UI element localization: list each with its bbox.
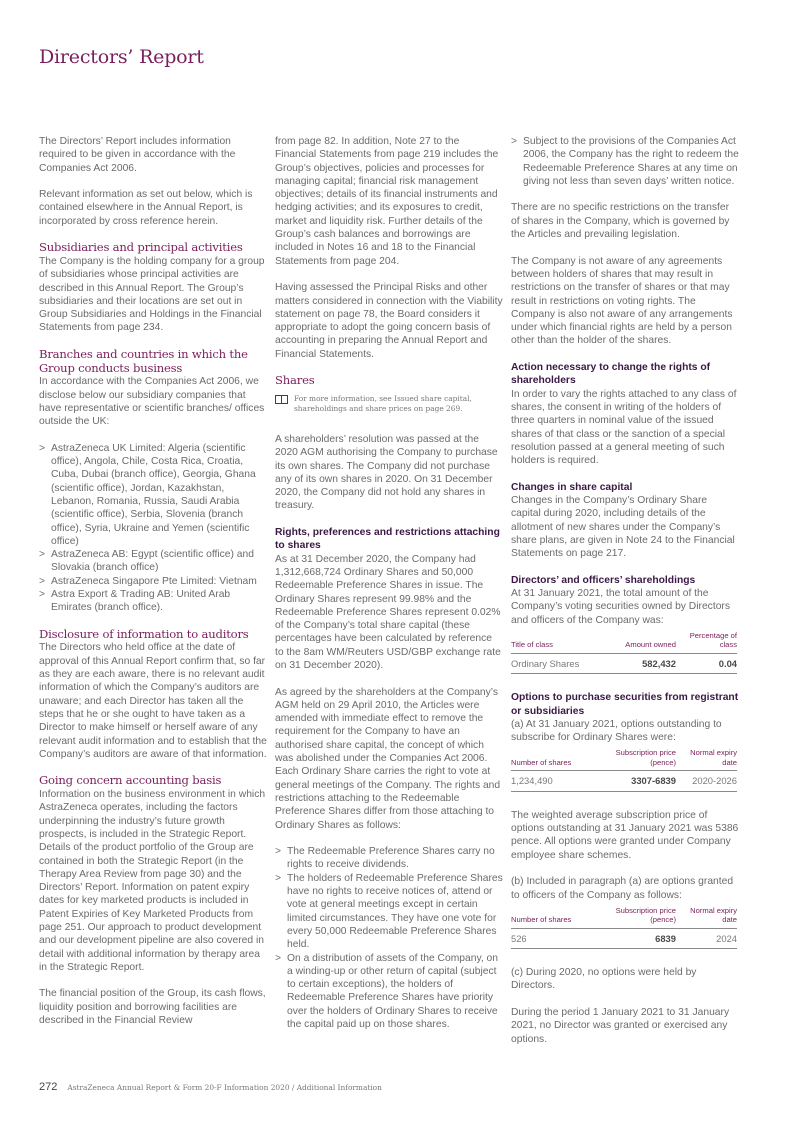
list-item: > Subject to the provisions of the Companies Act 2006, the Company has the right to redeem the Redeemable Preference Shares at any time on giving not less than seven days’ written notice. xyxy=(511,135,739,188)
column-2 xyxy=(275,135,503,1045)
section-body: In accordance with the Companies Act 2006, we disclose below our subsidiary companies that have representative or scientific branches/ offices outside the UK: xyxy=(39,376,265,428)
table-row xyxy=(511,771,737,791)
list-item: > On a distribution of assets of the Company, on a winding-up or other return of capital (subject to certain exceptions), the holders of Redeemable Preference Shares have priority over the holders of Ordinary Shares to receive the capital paid up on those shares. xyxy=(275,952,503,1032)
options-table-a xyxy=(511,748,737,791)
section-body: Changes in the Company’s Ordinary Share capital during 2020, including details of the allotment of new shares under the Company’s share plans, are given in Note 24 to the Financial Statements on page 217. xyxy=(511,495,735,560)
table-cell: 582,432 xyxy=(615,653,676,673)
list-item: > The Redeemable Preference Shares carry no rights to receive dividends. xyxy=(275,845,503,872)
cross-reference xyxy=(275,394,503,415)
table-cell: 0.04 xyxy=(676,653,737,673)
intro-paragraph: Relevant information as set out below, which is contained elsewhere in the Annual Report, is incorporated by cross reference herein. xyxy=(39,189,253,227)
section-body: The Company is not aware of any agreements between holders of shares that may result in restrictions on the transfer of shares or that may result in restrictions on voting rights. The Company is also not aware of any arrangements under which financial rights are held by a person other than the holder of the shares. xyxy=(511,255,733,347)
column-header: Number of shares xyxy=(511,748,615,771)
subsection-heading: Changes in share capital xyxy=(511,481,633,493)
list-item: > AstraZeneca UK Limited: Algeria (scientific office), Angola, Chile, Costa Rica, Croatia, Cuba, Dubai (branch office), Georgia, Ghana (scientific office), Jordan, Kazakhstan, Lebanon, Romania, Russia, Saudi Arabia (scientific office), Serbia, Slovenia (branch office), Syria, Ukraine and Yemen (scientific office) xyxy=(39,442,267,548)
column-3 xyxy=(511,135,739,1059)
list-item: > AstraZeneca AB: Egypt (scientific office) and Slovakia (branch office) xyxy=(39,548,267,575)
section-heading: Shares xyxy=(275,373,315,388)
table-cell: Ordinary Shares xyxy=(511,653,615,673)
section-heading: Disclosure of information to auditors xyxy=(39,626,249,641)
column-1 xyxy=(39,135,267,1041)
section-body: The Directors who held office at the date of approval of this Annual Report confirm that, so far as they are each aware, there is no relevant audit information of which the Company’s auditors are unaware; and each Director has taken all the steps that he or she ought to have taken as a Director to make himself or herself aware of any relevant audit information and to establish that the Company’s auditors are aware of that information. xyxy=(39,642,267,760)
section-body: (b) Included in paragraph (a) are options granted to officers of the Company as follows: xyxy=(511,876,734,901)
list-item: > Astra Export & Trading AB: United Arab Emirates (branch office). xyxy=(39,588,267,615)
book-icon xyxy=(275,395,288,404)
list-item: > The holders of Redeemable Preference Shares have no rights to receive notices of, attend or vote at general meetings except in certain limited circumstances. They have one vote for every 50,000 Redeemable Preference Shares held. xyxy=(275,872,503,952)
section-body: A shareholders’ resolution was passed at the 2020 AGM authorising the Company to purchase its own shares. The Company did not purchase any of its own shares in 2020. On 31 December 2020, the Company did not hold any shares in treasury. xyxy=(275,433,498,512)
column-header: Title of class xyxy=(511,631,615,654)
subsection-heading: Options to purchase securities from registrant or subsidiaries xyxy=(511,692,739,717)
section-body: (a) At 31 January 2021, options outstanding to subscribe for Ordinary Shares were: xyxy=(511,718,722,744)
column-header: Percentage of class xyxy=(676,631,737,654)
section-body: There are no specific restrictions on the transfer of shares in the Company, which is governed by the Articles and prevailing legislation. xyxy=(511,202,730,241)
section-body: Information on the business environment in which AstraZeneca operates, including the factors underpinning the industry’s future growth prospects, is included in the Strategic Report. Details of the product portfolio of the Group are contained in both the Strategic Report (in the Therapy Area Review from page 30) and the Directors’ Report. Information on patent expiry dates for key marketed products is included in Patent Expiries of Key Marketed Products from page 251. Our approach to product development and our development pipeline are also covered in detail with additional information by therapy area in the Strategic Report. xyxy=(39,789,266,973)
section-body: Having assessed the Principal Risks and other matters considered in connection with the Viability statement on page 78, the Board considers it appropriate to adopt the going concern basis of accounting in preparing the Annual Report and Financial Statements. xyxy=(275,282,503,360)
section-body: As agreed by the shareholders at the Company’s AGM held on 29 April 2010, the Articles were amended with immediate effect to remove the requirement for the Company to have an authorised share capital, the concept of which was abolished under the Companies Act 2006. Each Ordinary Share carries the right to vote at general meetings of the Company. The rights and restrictions attaching to the Redeemable Preference Shares differ from those attaching to Ordinary Shares as follows: xyxy=(275,686,501,831)
section-body: In order to vary the rights attached to any class of shares, the consent in writing of the holders of three quarters in nominal value of the issued shares of that class or the sanction of a special resolution passed at a general meeting of such holders is required. xyxy=(511,388,737,467)
subsection-heading: Action necessary to change the rights of shareholders xyxy=(511,362,711,387)
section-body: As at 31 December 2020, the Company had 1,312,668,724 Ordinary Shares and 50,000 Redeemable Preference Shares in issue. The Ordinary Shares represent 99.98% and the Redeemable Preference Shares represent 0.02% of the Company’s total share capital (these percentages have been calculated by reference to the 8am WM/Reuters USD/GBP exchange rate on 31 December 2020). xyxy=(275,553,501,671)
section-heading: Branches and countries in which the Group conducts business xyxy=(39,347,248,375)
table-cell: 6839 xyxy=(615,928,676,948)
table-row xyxy=(511,653,737,673)
list-item: > AstraZeneca Singapore Pte Limited: Vietnam xyxy=(39,575,267,588)
section-body: The Company is the holding company for a group of subsidiaries whose principal activities are described in this Annual Report. The Group’s subsidiaries and their locations are set out in Group Subsidiaries and Holdings in the Financial Statements from page 234. xyxy=(39,255,265,334)
cross-reference-text: For more information, see Issued share capital, shareholdings and share prices on page 269. xyxy=(294,393,472,414)
footer-text: AstraZeneca Annual Report & Form 20-F Information 2020 / Additional Information xyxy=(67,1083,382,1092)
section-body: from page 82. In addition, Note 27 to the Financial Statements from page 219 includes the Group’s objectives, policies and processes for managing capital; financial risk management objectives; details of its financial instruments and hedging activities; and its exposures to credit, market and liquidity risk. Further details of the Group’s cash balances and borrowings are included in Notes 16 and 18 to the Financial Statements from page 204. xyxy=(275,136,499,267)
table-cell: 2020-2026 xyxy=(676,771,737,791)
branches-list xyxy=(39,442,267,615)
options-table-b xyxy=(511,906,737,949)
column-header: Number of shares xyxy=(511,906,615,929)
section-heading: Going concern accounting basis xyxy=(39,773,222,788)
column-header: Subscription price (pence) xyxy=(615,748,676,771)
column-header: Subscription price (pence) xyxy=(615,906,676,929)
section-heading: Subsidiaries and principal activities xyxy=(39,240,243,255)
page-number: 272 xyxy=(39,1081,58,1093)
table-cell: 2024 xyxy=(676,928,737,948)
section-body: The weighted average subscription price of options outstanding at 31 January 2021 was 5386 pence. All options were granted under Company employee share schemes. xyxy=(511,809,739,861)
page-title: Directors’ Report xyxy=(39,46,204,68)
section-body: The financial position of the Group, its cash flows, liquidity position and borrowing facilities are described in the Financial Review xyxy=(39,988,266,1027)
subsection-heading: Directors’ and officers’ shareholdings xyxy=(511,574,696,586)
table-cell: 3307-6839 xyxy=(615,771,676,791)
column-header: Normal expiry date xyxy=(676,748,737,771)
table-cell: 1,234,490 xyxy=(511,771,615,791)
intro-paragraph: The Directors’ Report includes information required to be given in accordance with the Companies Act 2006. xyxy=(39,136,236,174)
column-header: Normal expiry date xyxy=(676,906,737,929)
column-header: Amount owned xyxy=(615,631,676,654)
table-cell: 526 xyxy=(511,928,615,948)
section-body: (c) During 2020, no options were held by Directors. xyxy=(511,967,697,992)
page-footer xyxy=(39,1081,382,1093)
table-row xyxy=(511,928,737,948)
rights-list xyxy=(275,845,503,1031)
rights-list-continued xyxy=(511,135,739,188)
section-body: At 31 January 2021, the total amount of the Company’s voting securities owned by Directors and officers of the Company was: xyxy=(511,588,730,626)
subsection-heading: Rights, preferences and restrictions attaching to shares xyxy=(275,527,500,552)
section-body: During the period 1 January 2021 to 31 January 2021, no Director was granted or exercised any options. xyxy=(511,1007,730,1045)
holdings-table xyxy=(511,631,737,674)
